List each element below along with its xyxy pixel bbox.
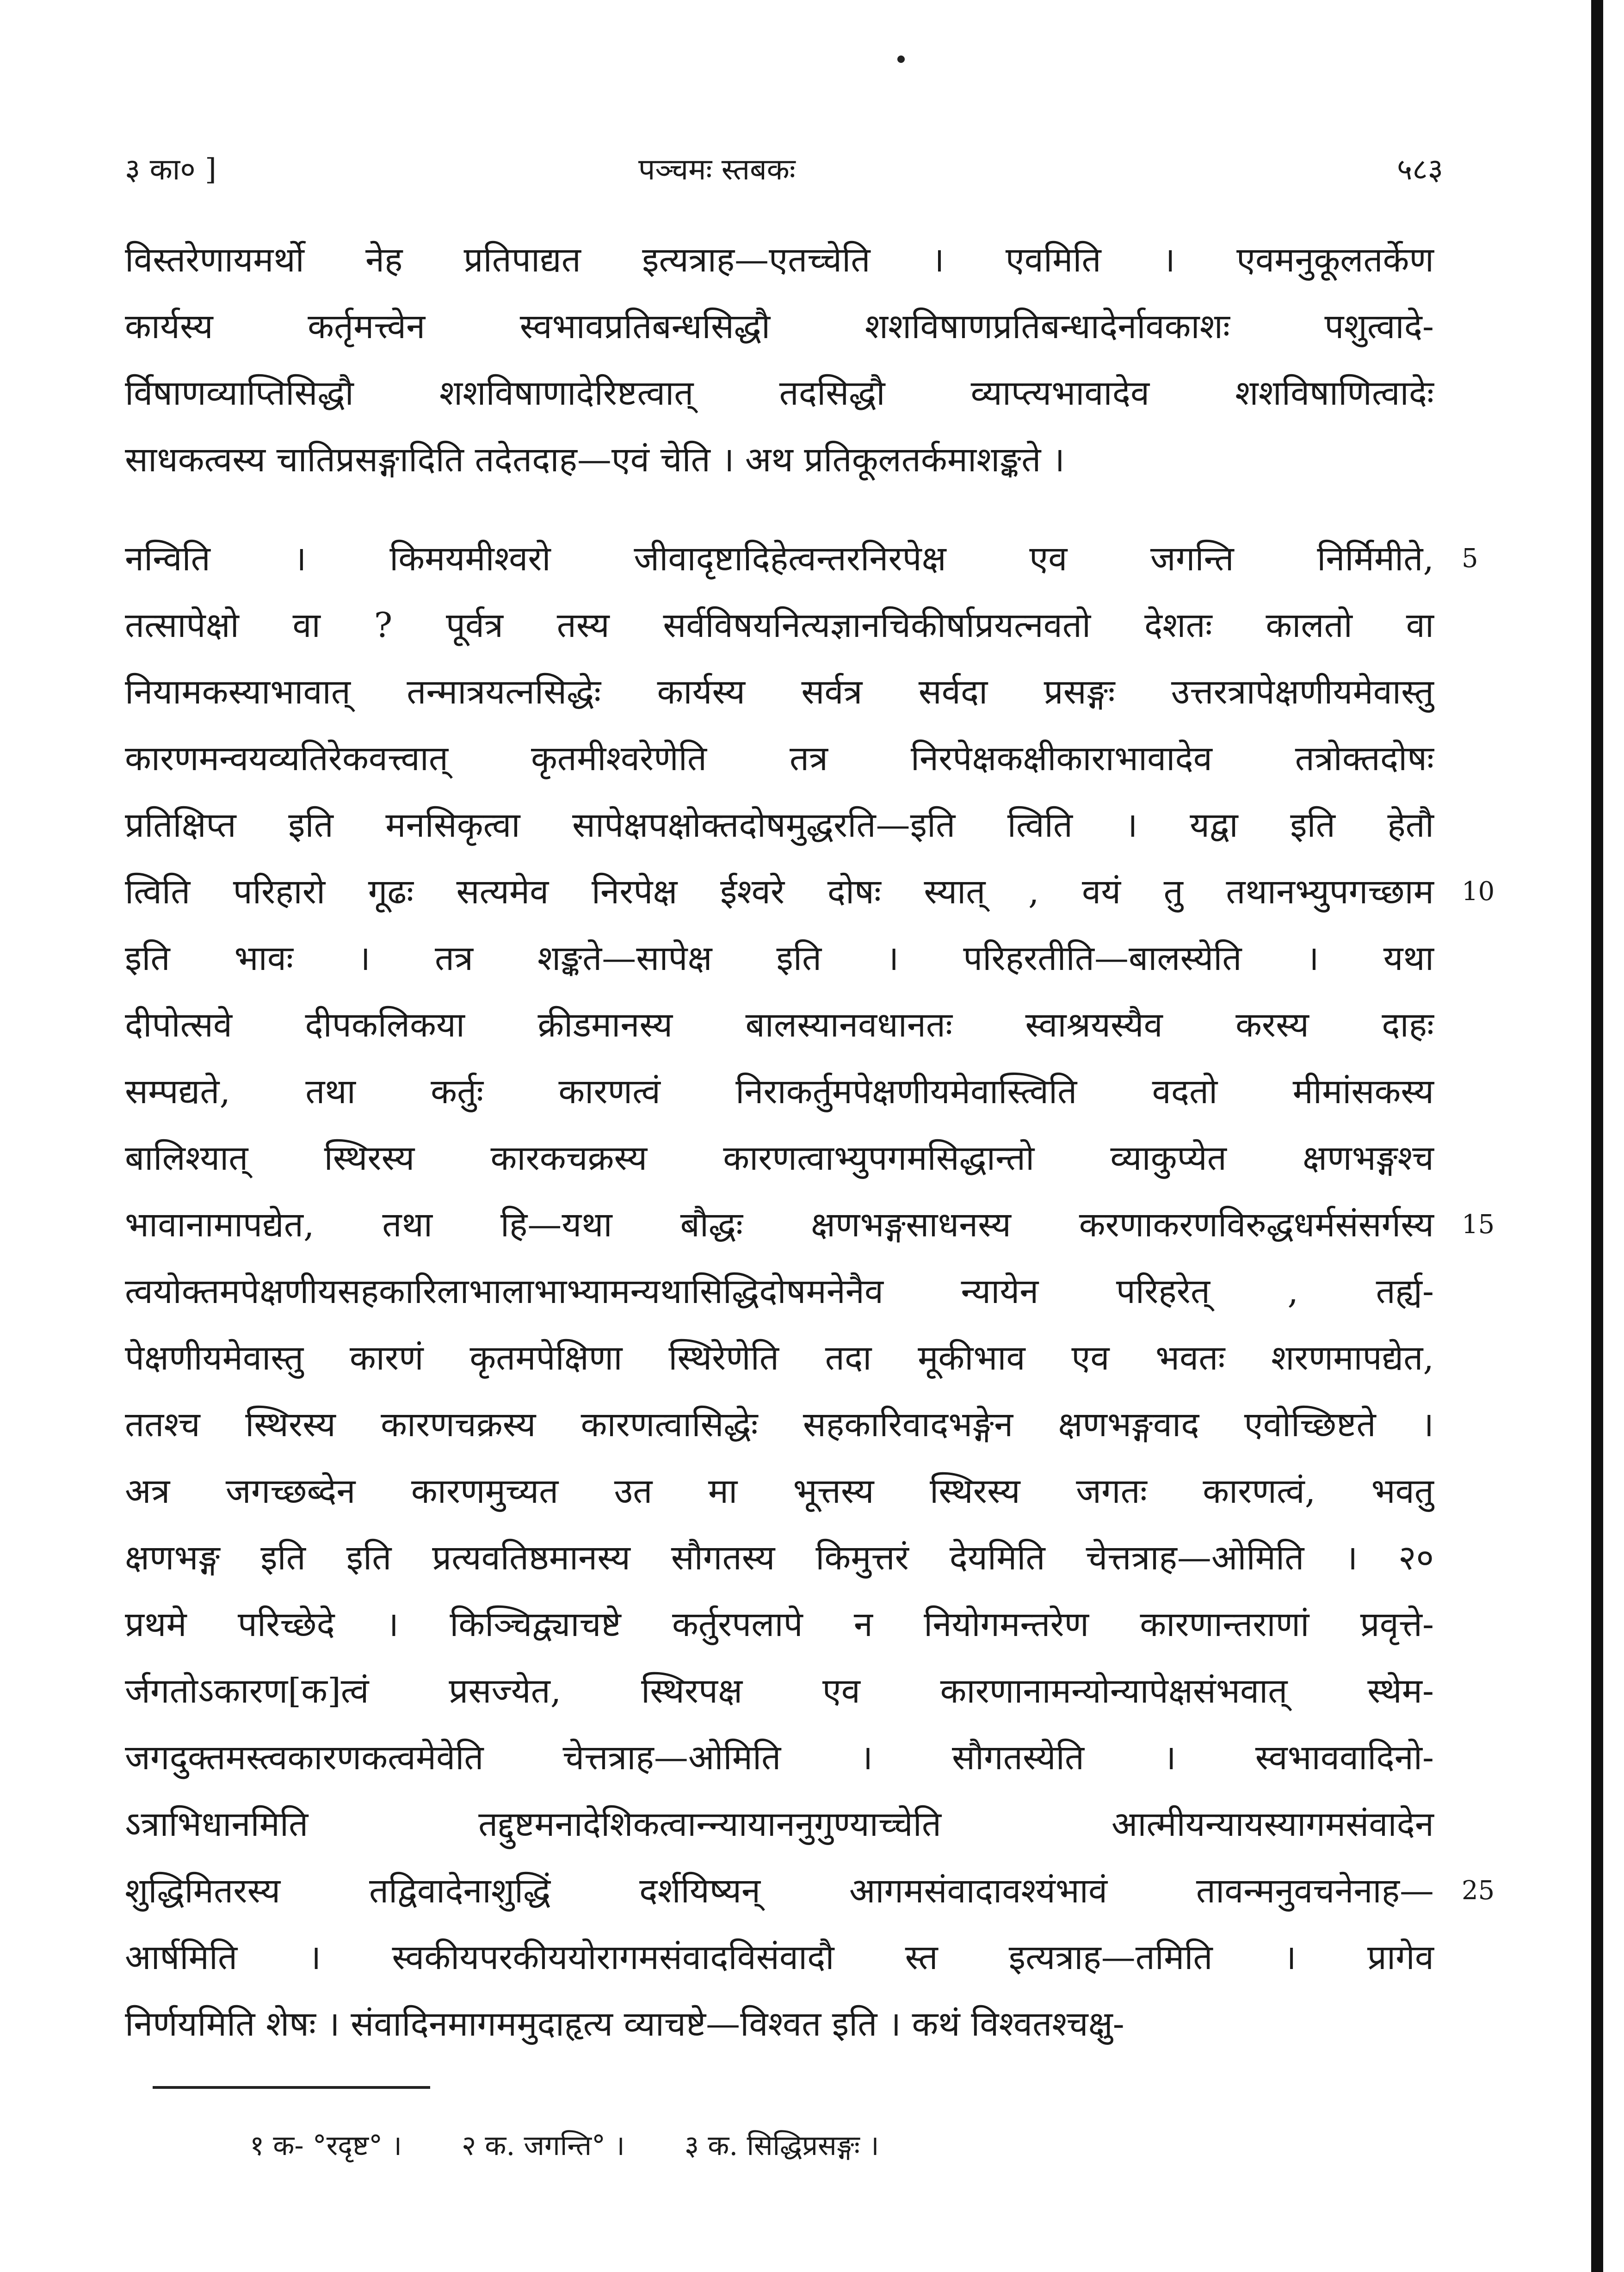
ink-dot	[897, 56, 905, 63]
text-line-content: त्विति परिहारो गूढः सत्यमेव निरपेक्ष ईश्वरे दोषः स्यात् , वयं तु तथानभ्युपगच्छाम	[125, 872, 1434, 912]
text-line	[125, 1924, 1434, 1991]
text-line-content: आर्षमिति । स्वकीयपरकीययोरागमसंवादविसंवादौ स्त इत्यत्राह—तमिति । प्रागेव	[125, 1938, 1434, 1977]
text-line	[125, 1325, 1434, 1391]
footnote: ३ क. सिद्धिप्रसङ्गः ।	[684, 2130, 879, 2162]
line-number: 25	[1462, 1876, 1495, 1906]
text-line-content: जगदुक्तमस्त्वकारणकत्वमेवेति चेत्तत्राह—ओमिति । सौगतस्येति । स्वभाववादिनो-	[125, 1738, 1434, 1778]
text-line-content: नन्विति । किमयमीश्वरो जीवादृष्टादिहेत्वन्तरनिरपेक्ष एव जगन्ति निर्मिमीते,	[125, 539, 1434, 579]
footnotes	[250, 2125, 930, 2163]
text-line	[125, 293, 1434, 360]
text-line	[125, 1858, 1495, 1924]
text-line	[125, 1591, 1434, 1658]
text-line	[125, 725, 1434, 792]
text-line-content: शुद्धिमितरस्य तद्विवादेनाशुद्धिं दर्शयिष्यन् आगमसंवादावश्यंभावं तावन्मनुवचनेनाह—	[125, 1871, 1434, 1911]
text-line-content: प्रतिक्षिप्त इति मनसिकृत्वा सापेक्षपक्षोक्तदोषमुद्धरति—इति त्विति । यद्वा इति हेतौ	[125, 805, 1434, 845]
text-line	[125, 858, 1495, 925]
page-number: ५८३	[1397, 153, 1443, 187]
text-line	[125, 1458, 1434, 1525]
text-line	[125, 525, 1478, 592]
footnote-separator	[153, 2086, 430, 2089]
text-line	[125, 1125, 1434, 1192]
text-line	[125, 792, 1434, 858]
text-line	[125, 992, 1434, 1058]
text-line-content: नियामकस्याभावात् तन्मात्रयत्नसिद्धेः कार्यस्य सर्वत्र सर्वदा प्रसङ्गः उत्तरत्रापेक्षणीयमेवास्तु	[125, 672, 1434, 712]
header-chapter-title: पञ्चमः स्तबकः	[638, 153, 796, 187]
text-line-content: भावानामापद्येत, तथा हि—यथा बौद्धः क्षणभङ्गसाधनस्य करणाकरणविरुद्धधर्मसंसर्गस्य	[125, 1205, 1434, 1245]
text-line	[125, 1658, 1434, 1724]
text-line-content: तत्सापेक्षो वा ? पूर्वत्र तस्य सर्वविषयनित्यज्ञानचिकीर्षाप्रयत्नवतो देशतः कालतो वा	[125, 605, 1434, 645]
line-number: 15	[1462, 1210, 1495, 1240]
text-line	[125, 1192, 1495, 1258]
text-line-content: इति भावः । तत्र शङ्कते—सापेक्ष इति । परिहरतीति—बालस्येति । यथा	[125, 938, 1434, 978]
text-line-content: प्रथमे परिच्छेदे । किञ्चिद्व्याचष्टे कर्तुरपलापे न नियोगमन्तरेण कारणान्तराणां प्रवृत्ते-	[125, 1605, 1434, 1644]
text-line	[125, 426, 1434, 493]
text-line-content: निर्णयमिति शेषः । संवादिनमागममुदाहृत्य व्याचष्टे—विश्वत इति । कथं विश्वतश्चक्षु-	[125, 2004, 1124, 2044]
footnote: १ क- °रदृष्ट° ।	[250, 2130, 402, 2162]
text-line-content: ऽत्राभिधानमिति तद्दुष्टमनादेशिकत्वान्न्यायाननुगुण्याच्चेति आत्मीयन्यायस्यागमसंवादेन	[125, 1804, 1434, 1844]
text-line-content: साधकत्वस्य चातिप्रसङ्गादिति तदेतदाह—एवं चेति । अथ प्रतिकूलतर्कमाशङ्कते ।	[125, 440, 1065, 480]
header-section-ref: ३ का० ]	[125, 153, 216, 187]
text-line-content: सम्पद्यते, तथा कर्तुः कारणत्वं निराकर्तुमपेक्षणीयमेवास्त्विति वदतो मीमांसकस्य	[125, 1072, 1434, 1111]
footnote: २ क. जगन्ति° ।	[462, 2130, 625, 2162]
text-line	[125, 1258, 1434, 1325]
text-line	[125, 1991, 1434, 2057]
text-line-content: दीपोत्सवे दीपकलिकया क्रीडमानस्य बालस्यानवधानतः स्वाश्रयस्यैव करस्य दाहः	[125, 1005, 1434, 1045]
commentary-text	[125, 227, 1495, 2057]
line-number: 5	[1462, 543, 1478, 574]
text-line-content: त्वयोक्तमपेक्षणीयसहकारिलाभालाभाभ्यामन्यथासिद्धिदोषमनेनैव न्यायेन परिहरेत् , तर्ह्य-	[125, 1272, 1434, 1311]
line-number: 10	[1462, 877, 1495, 907]
text-line-content: र्विषाणव्याप्तिसिद्धौ शशविषाणादेरिष्टत्वात् तदसिद्धौ व्याप्त्यभावादेव शशविषाणित्वादेः	[125, 373, 1434, 413]
text-line	[125, 1391, 1434, 1458]
text-line-content: कारणमन्वयव्यतिरेकवत्त्वात् कृतमीश्वरेणेति तत्र निरपेक्षकक्षीकाराभावादेव तत्रोक्तदोषः	[125, 739, 1434, 778]
text-line	[125, 1525, 1434, 1591]
page-edge-bar	[1591, 0, 1603, 2272]
text-line-content: क्षणभङ्ग इति इति प्रत्यवतिष्ठमानस्य सौगतस्य किमुत्तरं देयमिति चेत्तत्राह—ओमिति । २०	[125, 1538, 1434, 1578]
text-line	[125, 227, 1434, 293]
text-line-content: विस्तरेणायमर्थो नेह प्रतिपाद्यत इत्यत्राह—एतच्चेति । एवमिति । एवमनुकूलतर्केण	[125, 240, 1434, 280]
text-line	[125, 1724, 1434, 1791]
text-line-content: कार्यस्य कर्तृमत्त्वेन स्वभावप्रतिबन्धसिद्धौ शशविषाणप्रतिबन्धादेर्नावकाशः पशुत्वादे-	[125, 307, 1434, 346]
running-header	[125, 148, 1443, 199]
text-line-content: अत्र जगच्छब्देन कारणमुच्यत उत मा भूत्तस्य स्थिरस्य जगतः कारणत्वं, भवतु	[125, 1471, 1434, 1511]
text-line	[125, 1791, 1434, 1858]
text-line	[125, 1058, 1434, 1125]
text-line-content: पेक्षणीयमेवास्तु कारणं कृतमपेक्षिणा स्थिरेणेति तदा मूकीभाव एव भवतः शरणमापद्येत,	[125, 1338, 1434, 1378]
text-line	[125, 592, 1434, 659]
text-line	[125, 925, 1434, 992]
text-line	[125, 659, 1434, 725]
paragraph-gap	[125, 493, 1434, 525]
text-line-content: बालिश्यात् स्थिरस्य कारकचक्रस्य कारणत्वाभ्युपगमसिद्धान्तो व्याकुप्येत क्षणभङ्गश्च	[125, 1138, 1434, 1178]
text-line-content: र्जगतोऽकारण[क]त्वं प्रसज्येत, स्थिरपक्ष एव कारणानामन्योन्यापेक्षसंभवात् स्थेम-	[125, 1671, 1434, 1711]
text-line	[125, 360, 1434, 426]
text-line-content: ततश्च स्थिरस्य कारणचक्रस्य कारणत्वासिद्धेः सहकारिवादभङ्गेन क्षणभङ्गवाद एवोच्छिष्टते ।	[125, 1405, 1434, 1445]
